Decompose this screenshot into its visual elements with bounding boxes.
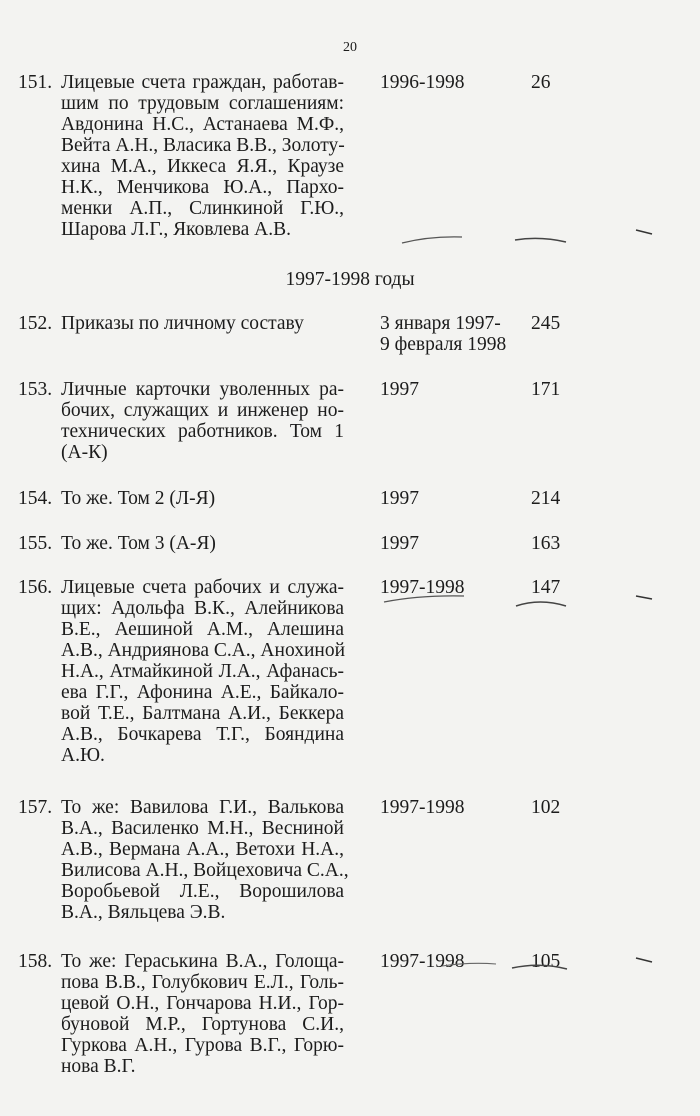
description-line: Лицевые счета рабочих и служа- bbox=[61, 577, 344, 598]
entry-sheet-count: 147 bbox=[531, 577, 561, 598]
date-line: 1997-1998 bbox=[380, 797, 465, 818]
entry-description bbox=[61, 72, 344, 240]
description-line: (А-К) bbox=[61, 442, 108, 463]
description-line: А.В., Вермана А.А., Ветохи Н.А., bbox=[61, 839, 344, 860]
description-line: пова В.В., Голубкович Е.Л., Голь- bbox=[61, 972, 344, 993]
date-line: 1997-1998 bbox=[380, 577, 465, 598]
description-line: хина М.А., Иккеса Я.Я., Краузе bbox=[61, 156, 344, 177]
entry-number: 157. bbox=[18, 797, 53, 818]
entry-number: 154. bbox=[18, 488, 53, 509]
entry-number: 156. bbox=[18, 577, 53, 598]
entry-sheet-count: 171 bbox=[531, 379, 561, 400]
description-line: технических работников. Том 1 bbox=[61, 421, 344, 442]
description-line: А.В., Андриянова С.А., Анохиной bbox=[61, 640, 346, 661]
entry-sheet-count: 163 bbox=[531, 533, 561, 554]
description-line: ева Г.Г., Афонина А.Е., Байкало- bbox=[61, 682, 344, 703]
entry-sheet-count: 214 bbox=[531, 488, 561, 509]
entry-sheet-count: 245 bbox=[531, 313, 561, 334]
entry-dates bbox=[380, 951, 510, 972]
description-line: шим по трудовым соглашениям: bbox=[61, 93, 344, 114]
description-line: нова В.Г. bbox=[61, 1056, 136, 1077]
entry-description bbox=[61, 488, 344, 509]
entry-number: 152. bbox=[18, 313, 53, 334]
entry-dates bbox=[380, 577, 510, 598]
description-line: В.Е., Аешиной А.М., Алешина bbox=[61, 619, 344, 640]
entry-dates bbox=[380, 797, 510, 818]
description-line: бочих, служащих и инженер но- bbox=[61, 400, 344, 421]
entry-sheet-count: 26 bbox=[531, 72, 551, 93]
description-line: А.В., Бочкарева Т.Г., Бояндина bbox=[61, 724, 344, 745]
description-line: Гуркова А.Н., Гурова В.Г., Горю- bbox=[61, 1035, 344, 1056]
date-line: 1997 bbox=[380, 488, 419, 509]
pencil-stroke bbox=[636, 596, 652, 599]
description-line: щих: Адольфа В.К., Алейникова bbox=[61, 598, 344, 619]
description-line: В.А., Вяльцева Э.В. bbox=[61, 902, 226, 923]
entry-number: 158. bbox=[18, 951, 53, 972]
pencil-stroke bbox=[636, 230, 652, 234]
entry-description bbox=[61, 313, 344, 334]
description-line: вой Т.Е., Балтмана А.И., Беккера bbox=[61, 703, 344, 724]
description-line: То же. Том 2 (Л-Я) bbox=[61, 488, 216, 509]
entry-description bbox=[61, 951, 344, 1077]
description-line: Приказы по личному составу bbox=[61, 313, 304, 334]
description-line: А.Ю. bbox=[61, 745, 105, 766]
description-line: буновой М.Р., Гортунова С.И., bbox=[61, 1014, 344, 1035]
entry-description bbox=[61, 577, 344, 766]
pencil-stroke bbox=[402, 237, 462, 243]
date-line: 1997-1998 bbox=[380, 951, 465, 972]
entry-number: 151. bbox=[18, 72, 53, 93]
page-number: 20 bbox=[343, 40, 357, 55]
description-line: То же: Гераськина В.А., Голоща- bbox=[61, 951, 344, 972]
date-line: 3 января 1997- bbox=[380, 313, 501, 334]
description-line: Вилисова А.Н., Войцеховича С.А., bbox=[61, 860, 349, 881]
entry-dates bbox=[380, 533, 510, 554]
description-line: То же. Том 3 (А-Я) bbox=[61, 533, 216, 554]
date-line: 1996-1998 bbox=[380, 72, 465, 93]
entry-dates bbox=[380, 313, 510, 355]
entry-description bbox=[61, 379, 344, 463]
entry-sheet-count: 102 bbox=[531, 797, 561, 818]
entry-description bbox=[61, 797, 349, 923]
entry-number: 153. bbox=[18, 379, 53, 400]
date-line: 9 февраля 1998 bbox=[380, 334, 507, 355]
pencil-stroke bbox=[516, 602, 566, 606]
description-line: Шарова Л.Г., Яковлева А.В. bbox=[61, 219, 292, 240]
date-line: 1997 bbox=[380, 533, 419, 554]
description-line: менки А.П., Слинкиной Г.Ю., bbox=[61, 198, 344, 219]
entry-sheet-count: 105 bbox=[531, 951, 561, 972]
description-line: цевой О.Н., Гончарова Н.И., Гор- bbox=[61, 993, 344, 1014]
entry-description bbox=[61, 533, 344, 554]
entry-number: 155. bbox=[18, 533, 53, 554]
description-line: Н.А., Атмайкиной Л.А., Афанась- bbox=[61, 661, 344, 682]
description-line: В.А., Василенко М.Н., Весниной bbox=[61, 818, 344, 839]
entry-dates bbox=[380, 379, 510, 400]
description-line: Вейта А.Н., Власика В.В., Золоту- bbox=[61, 135, 345, 156]
description-line: То же: Вавилова Г.И., Валькова bbox=[61, 797, 344, 818]
pencil-stroke bbox=[515, 238, 566, 242]
entry-dates bbox=[380, 488, 510, 509]
description-line: Воробьевой Л.Е., Ворошилова bbox=[61, 881, 344, 902]
entry-dates bbox=[380, 72, 510, 93]
date-line: 1997 bbox=[380, 379, 419, 400]
description-line: Н.К., Менчикова Ю.А., Пархо- bbox=[61, 177, 344, 198]
description-line: Авдонина Н.С., Астанаева М.Ф., bbox=[61, 114, 344, 135]
section-heading: 1997-1998 годы bbox=[285, 269, 415, 290]
pencil-stroke bbox=[636, 958, 652, 962]
description-line: Лицевые счета граждан, работав- bbox=[61, 72, 344, 93]
description-line: Личные карточки уволенных ра- bbox=[61, 379, 344, 400]
